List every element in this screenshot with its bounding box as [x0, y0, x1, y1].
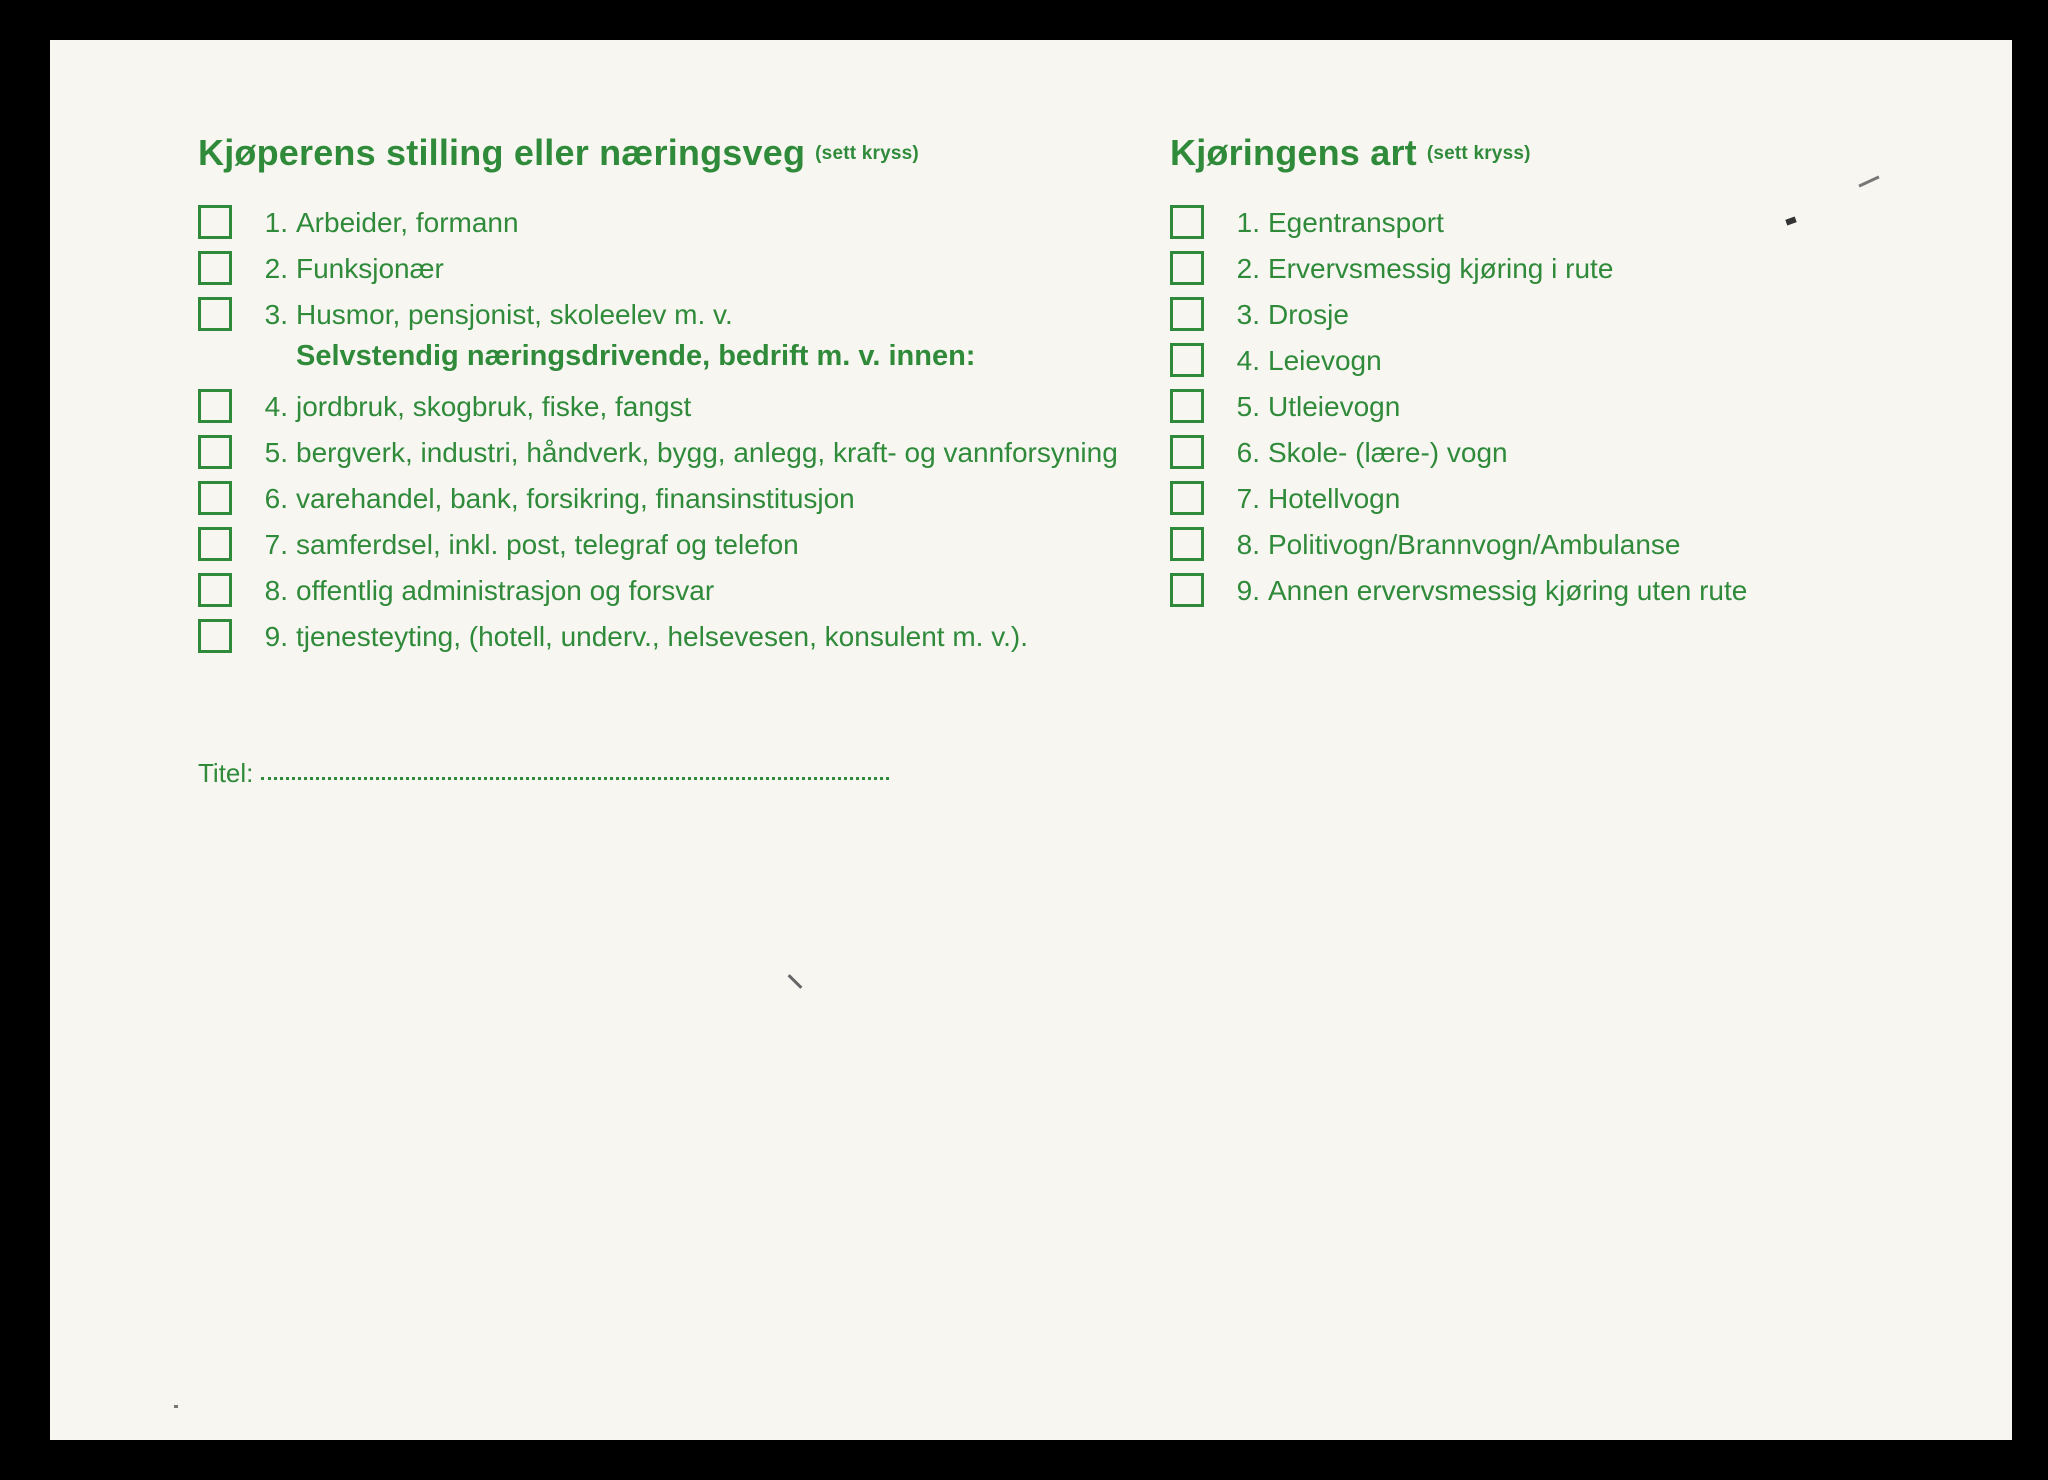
- left-item-number: 6.: [264, 483, 288, 514]
- right-checkbox-4[interactable]: [1170, 343, 1204, 377]
- ink-speck: [788, 974, 803, 989]
- left-item-number: 7.: [264, 529, 288, 560]
- left-heading-text: Kjøperens stilling eller næringsveg: [198, 132, 806, 173]
- right-checkbox-8[interactable]: [1170, 527, 1204, 561]
- right-heading-text: Kjøringens art: [1170, 132, 1417, 173]
- left-checkbox-4[interactable]: [198, 389, 232, 423]
- left-item-label: tjenesteyting, (hotell, underv., helsevesen, konsulent m. v.).: [296, 621, 1029, 652]
- title-field-dotted-line[interactable]: [261, 771, 889, 780]
- left-checkbox-3[interactable]: [198, 297, 232, 331]
- left-heading: [198, 132, 919, 174]
- left-checkbox-5[interactable]: [198, 435, 232, 469]
- right-checkbox-7[interactable]: [1170, 481, 1204, 515]
- left-checkbox-9[interactable]: [198, 619, 232, 653]
- right-item-number: 9.: [1236, 575, 1260, 606]
- left-item-number: 4.: [264, 391, 288, 422]
- left-item-label: varehandel, bank, forsikring, finansinstitusjon: [296, 483, 855, 514]
- ink-speck: [1785, 216, 1796, 225]
- right-checkbox-3[interactable]: [1170, 297, 1204, 331]
- right-item-label: Leievogn: [1268, 345, 1382, 376]
- right-item-number: 2.: [1236, 253, 1260, 284]
- right-checkbox-2[interactable]: [1170, 251, 1204, 285]
- left-subheading: Selvstendig næringsdrivende, bedrift m. v. innen:: [296, 340, 976, 372]
- ink-speck: [1858, 175, 1879, 187]
- right-item-number: 6.: [1236, 437, 1260, 468]
- left-checkbox-1[interactable]: [198, 205, 232, 239]
- right-item-label: Skole- (lære-) vogn: [1268, 437, 1508, 468]
- left-item-label: offentlig administrasjon og forsvar: [296, 575, 715, 606]
- form-card: [50, 40, 2012, 1440]
- left-item-number: 1.: [264, 207, 288, 238]
- right-checkbox-1[interactable]: [1170, 205, 1204, 239]
- right-item-label: Politivogn/Brannvogn/Ambulanse: [1268, 529, 1681, 560]
- left-item-label: bergverk, industri, håndverk, bygg, anlegg, kraft- og vannforsyning: [296, 437, 1118, 468]
- left-item-label: Funksjonær: [296, 253, 444, 284]
- right-item-number: 5.: [1236, 391, 1260, 422]
- left-item-number: 2.: [264, 253, 288, 284]
- right-heading-note: (sett kryss): [1426, 143, 1531, 164]
- right-item-label: Utleievogn: [1268, 391, 1401, 422]
- right-item-number: 4.: [1236, 345, 1260, 376]
- title-field-label: Titel:: [198, 758, 254, 788]
- left-checkbox-2[interactable]: [198, 251, 232, 285]
- left-checkbox-6[interactable]: [198, 481, 232, 515]
- left-item-number: 8.: [264, 575, 288, 606]
- right-checkbox-6[interactable]: [1170, 435, 1204, 469]
- title-field[interactable]: [198, 758, 889, 789]
- left-item-label: jordbruk, skogbruk, fiske, fangst: [296, 391, 692, 422]
- right-item-number: 1.: [1236, 207, 1260, 238]
- right-item-number: 8.: [1236, 529, 1260, 560]
- left-item-number: 5.: [264, 437, 288, 468]
- right-item-label: Egentransport: [1268, 207, 1444, 238]
- left-heading-note: (sett kryss): [815, 143, 919, 164]
- left-item-label: Arbeider, formann: [296, 207, 519, 238]
- left-checkbox-7[interactable]: [198, 527, 232, 561]
- right-checkbox-5[interactable]: [1170, 389, 1204, 423]
- right-heading: [1170, 132, 1531, 174]
- right-checkbox-9[interactable]: [1170, 573, 1204, 607]
- right-item-number: 3.: [1236, 299, 1260, 330]
- left-checkbox-8[interactable]: [198, 573, 232, 607]
- left-item-label: samferdsel, inkl. post, telegraf og telefon: [296, 529, 799, 560]
- right-item-label: Ervervsmessig kjøring i rute: [1268, 253, 1614, 284]
- ink-speck: [174, 1405, 178, 1408]
- right-item-label: Drosje: [1268, 299, 1349, 330]
- right-item-label: Annen ervervsmessig kjøring uten rute: [1268, 575, 1748, 606]
- right-item-number: 7.: [1236, 483, 1260, 514]
- left-item-number: 3.: [264, 299, 288, 330]
- left-item-label: Husmor, pensjonist, skoleelev m. v.: [296, 299, 733, 330]
- right-item-label: Hotellvogn: [1268, 483, 1401, 514]
- left-item-number: 9.: [264, 621, 288, 652]
